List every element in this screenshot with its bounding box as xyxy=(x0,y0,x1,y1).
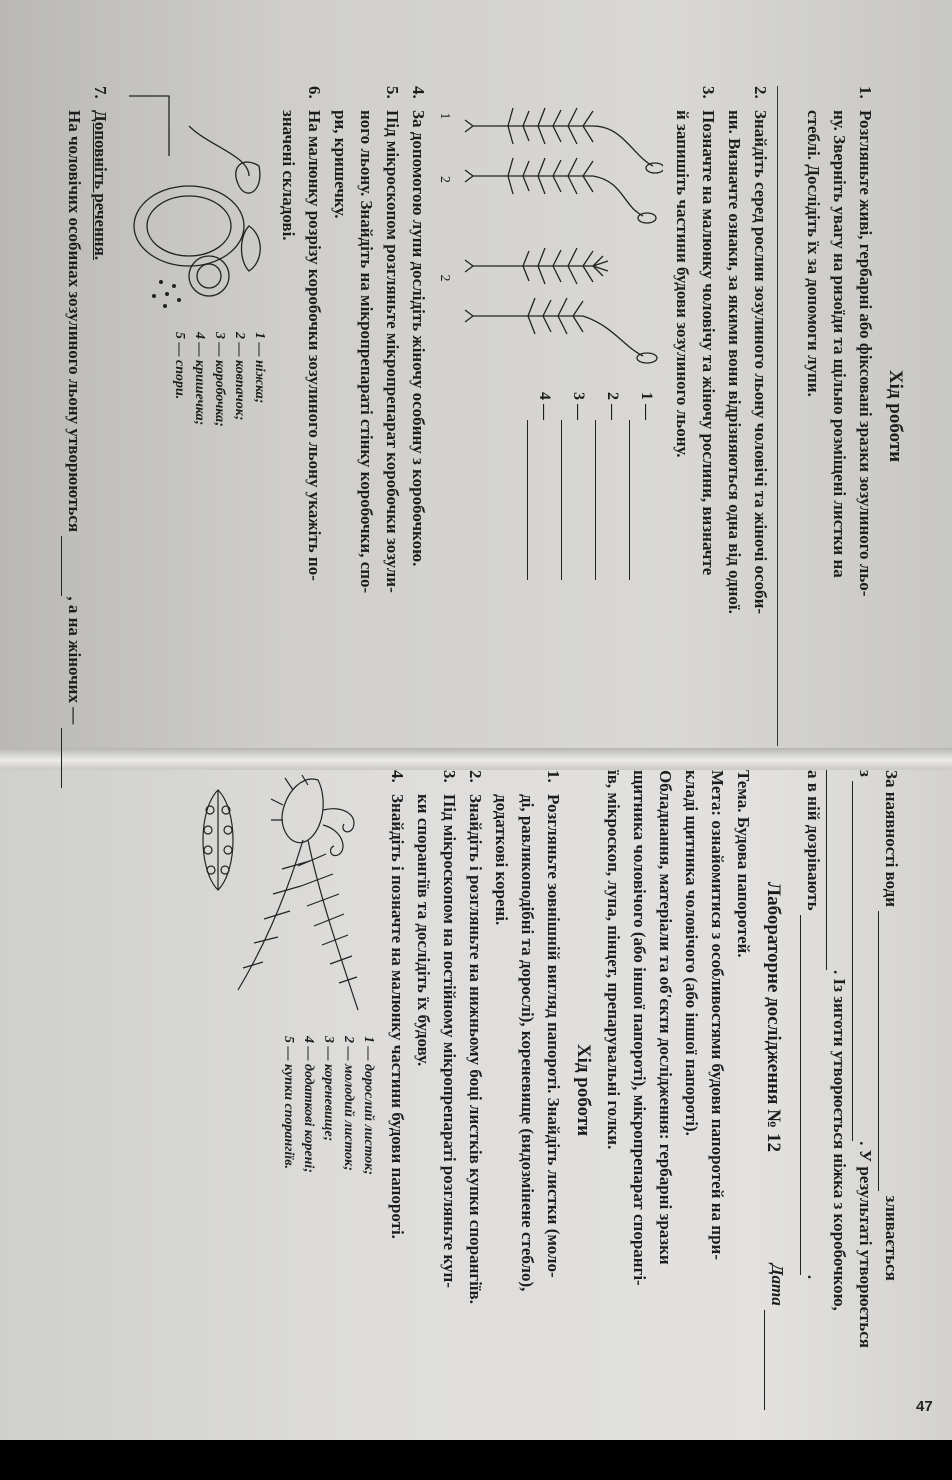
fern-task-1: 1.Розгляньте зовнішній вигляд папороті. Знайдіть листки (моло- ді, равликоподібні та дорослі), кореневище (видозмінене стебло), додаткові корені. xyxy=(492,770,563,1292)
task-7: 7.Доповніть речення. На чоловічих особинах зозулиного льону утворюються , а на жіночих — xyxy=(61,86,113,746)
continued-sentence: За наявності води зливається з . У результаті утворюється . Із зиготи утворюється ніжка з коробочкою, а в ній дозрівають . xyxy=(800,770,904,1410)
moss-plants-figure xyxy=(463,86,663,746)
answer-blank[interactable] xyxy=(595,420,614,580)
moss-lab-page xyxy=(52,86,912,746)
task-3: 3.Позначте на малюнку чоловічу та жіночу рослини, визначте й запишіть частини будови зозулиного льону. xyxy=(673,86,718,576)
moss-figure-captions: 1 2 2 xyxy=(437,112,452,282)
capsule-label-list: 1 — ніжка; 2 — ковпачок; 3 — коробочка; 4 — кришечка; 5 — спори. xyxy=(172,332,267,427)
answer-blank[interactable] xyxy=(878,911,897,1191)
answer-blank[interactable] xyxy=(800,915,819,1275)
equipment: Обладнання, матеріали та об'єкти дослідження: гербарні зразки xyxy=(656,770,675,1265)
lab-title: Лабораторне дослідження № 12 xyxy=(763,881,784,1152)
task-6: 6.На малюнку розрізу коробочки зозулиного льону укажіть по- значені складові. xyxy=(279,86,324,581)
task-2: 2.Знайдіть серед рослин зозулиного льону чоловічі та жіночі особи- ни. Визначте ознаки, за якими вони відрізняються одна від одної. xyxy=(725,86,770,615)
book-gutter xyxy=(0,748,952,770)
task-5: 5.Під мікроскопом розгляньте мікропрепарат коробочки зозули- ного льону. Знайдіть на мікропрепараті стінку коробочки, спо- ри, кришечку. xyxy=(331,86,402,594)
topic: Тема. Будова папоротей. xyxy=(734,770,753,958)
capsule-figure xyxy=(119,86,269,746)
fern-figure xyxy=(158,770,378,1410)
section-title: Хід роботи xyxy=(573,1043,594,1137)
fern-lab-page: За наявності води зливається з . У результаті утворюється . Із зиготи утворюється ніжка з коробочкою, а в ній дозрівають . Лабораторне дослідження № 12 Дата Тема. Будова папоротей. Мета: ознайомитися з особливостями будови папоротей на при- кладі щитника чоловічого (або іншої папороті). Обладнання, матеріали та об'єкти дослідження: гербарні зразки щитника чоловічого (або іншої папороті), мікропрепарат спорангі- їв, мікроскоп, лупа, пінцет, препарувальні голки. Хід роботи 1.Розгляньте зовнішній вигляд папороті. Знайдіть листки (моло- ді, равликоподібні та дорослі), кореневище (видозмінене стебло), додаткові корені. 2.Знайдіть і розгляньте на нижньому боці листків купки спорангіїв. 3.Під мікроскопом на постійному мікропрепараті розгляньте куп- ки спорангіїв та дослідіть їх будову. 4.Знайдіть і позначте на малюнку частини будови папороті. 1 — дорослий листок; 2 — молодий листок; 3 — кореневище; 4 — додаткові корені; 5 — купки спорангіїв. xyxy=(44,770,904,1410)
capsule-drawing xyxy=(119,86,269,316)
fern-drawing xyxy=(158,770,378,1020)
moss-plants-drawing xyxy=(463,86,663,376)
answer-blank[interactable] xyxy=(852,781,871,1141)
goal: Мета: ознайомитися з особливостями будови папоротей на при- xyxy=(708,770,727,1261)
section-title: Хід роботи xyxy=(885,369,906,463)
answer-blank[interactable] xyxy=(561,420,580,580)
answer-blank[interactable] xyxy=(61,536,80,596)
fern-task-3: 3.Під мікроскопом на постійному мікропрепараті розгляньте куп- ки спорангіїв та дослідіть їх будову. xyxy=(414,770,459,1288)
moss-label-list: 1 — 2 — 3 — 4 — xyxy=(527,392,663,580)
date-blank[interactable] xyxy=(764,1310,783,1410)
fern-label-list: 1 — дорослий листок; 2 — молодий листок; 3 — кореневище; 4 — додаткові корені; 5 — купки спорангіїв. xyxy=(281,1036,376,1176)
answer-line xyxy=(777,86,800,746)
answer-blank[interactable] xyxy=(826,770,845,970)
task-1: 1.Розгляньте живі, гербарні або фіксовані зразки зозулиного льо- ну. Зверніть увагу на ризоїди та щільно розміщені листки на стеблі. Дослідіть їх за допомоги лупи. xyxy=(804,86,875,597)
fern-task-2: 2.Знайдіть і розгляньте на нижньому боці листків купки спорангіїв. xyxy=(466,770,485,1304)
page-number: 47 xyxy=(916,1398,933,1415)
date-field: Дата xyxy=(756,1264,790,1410)
fern-task-4: 4.Знайдіть і позначте на малюнку частини будови папороті. xyxy=(388,770,407,1239)
background-edge xyxy=(0,1440,952,1480)
answer-blank[interactable] xyxy=(629,420,648,580)
answer-blank[interactable] xyxy=(527,420,546,580)
task-4: 4.За допомогою лупи дослідіть жіночу особину з коробочкою. xyxy=(409,86,428,567)
